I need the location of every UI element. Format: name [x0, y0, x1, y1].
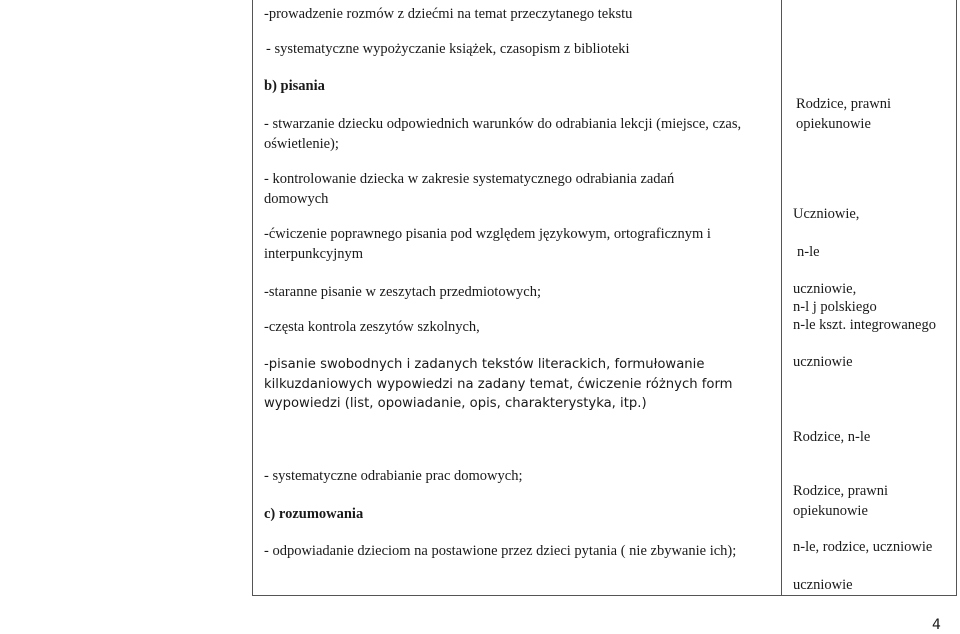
responsible-cell: Rodzice, n-le: [793, 429, 871, 445]
section-heading-b: b) pisania: [264, 78, 325, 94]
responsible-cell: Uczniowie,: [793, 206, 860, 222]
responsible-cell: n-le kszt. integrowanego: [793, 317, 936, 333]
page-number: 4: [932, 617, 941, 633]
text-line: -pisanie swobodnych i zadanych tekstów literackich, formułowanie kilkuzdaniowych wypowiedzi na zadany temat, ćwiczenie różnych form wypowiedzi (list, opowiadanie, opis, charakterystyka, itp.): [264, 357, 733, 411]
responsible-cell: n-le, rodzice, uczniowie: [793, 539, 933, 555]
text-line: - systematyczne wypożyczanie książek, czasopism z biblioteki: [266, 41, 630, 57]
responsible-cell: n-l j polskiego: [793, 299, 877, 315]
text-line: -ćwiczenie poprawnego pisania pod względem językowym, ortograficznym i interpunkcyjnym: [264, 226, 711, 262]
column-divider: [781, 0, 782, 596]
text-line: -częsta kontrola zeszytów szkolnych,: [264, 319, 480, 335]
responsible-cell: Rodzice, prawni opiekunowie: [796, 96, 892, 132]
responsible-cell: n-le: [797, 244, 820, 260]
responsible-cell: uczniowie,: [793, 281, 857, 297]
text-line: -staranne pisanie w zeszytach przedmiotowych;: [264, 284, 542, 300]
text-line: -prowadzenie rozmów z dziećmi na temat przeczytanego tekstu: [264, 6, 633, 22]
text-line: - stwarzanie dziecku odpowiednich warunków do odrabiania lekcji (miejsce, czas, oświetlenie);: [264, 116, 742, 152]
responsible-cell: Rodzice, prawni opiekunowie: [793, 483, 889, 519]
text-line: - kontrolowanie dziecka w zakresie systematycznego odrabiania zadań domowych: [264, 171, 675, 207]
section-heading-c: c) rozumowania: [264, 506, 364, 522]
responsible-cell: uczniowie: [793, 577, 853, 593]
text-line: - odpowiadanie dzieciom na postawione przez dzieci pytania ( nie zbywanie ich);: [264, 543, 737, 559]
text-line: - systematyczne odrabianie prac domowych;: [264, 468, 523, 484]
responsible-cell: uczniowie: [793, 354, 853, 370]
